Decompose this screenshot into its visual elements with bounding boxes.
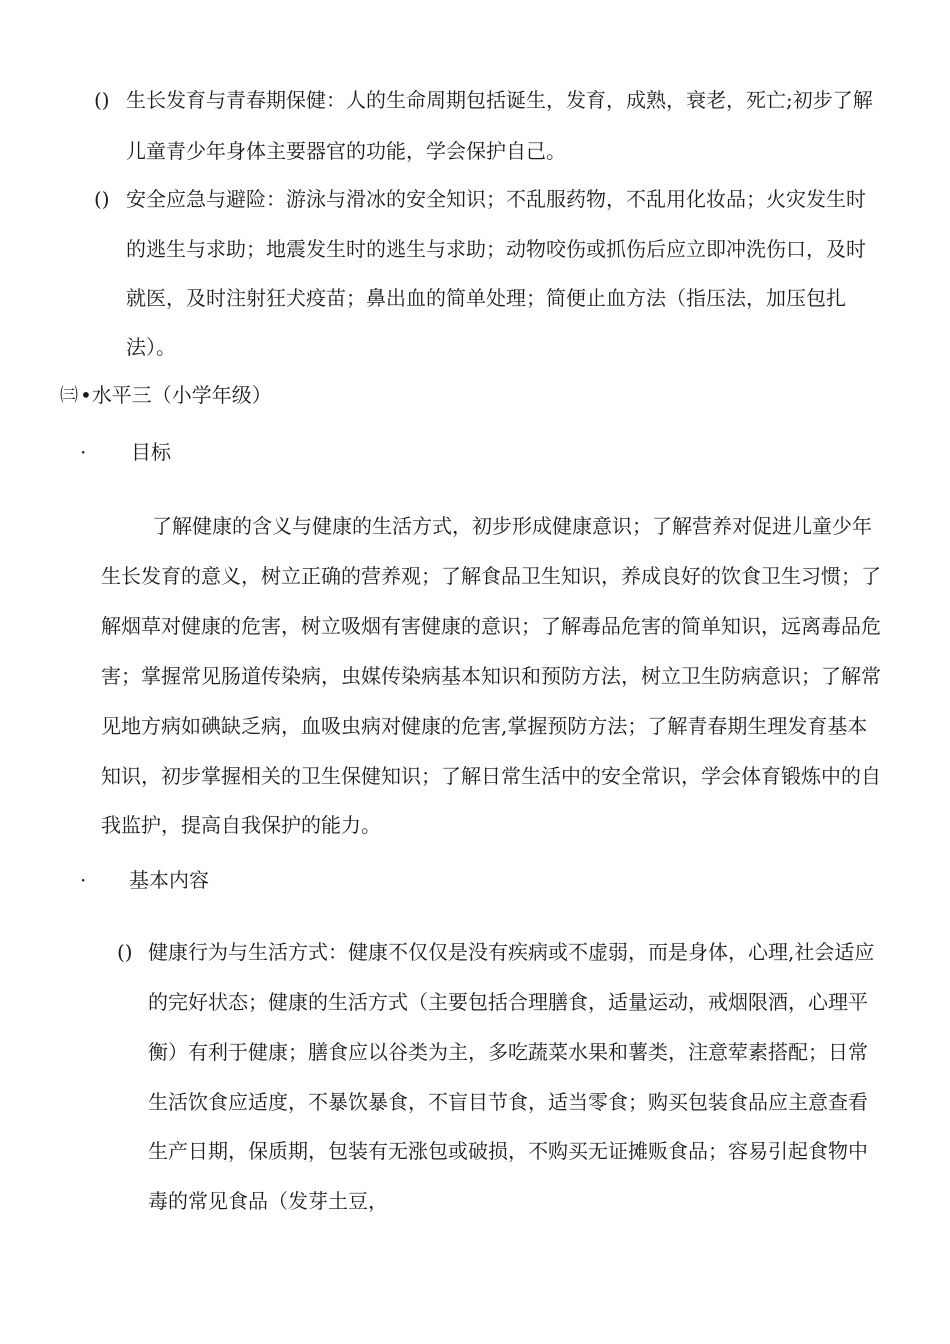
- item-text-line: 法）。: [126, 335, 176, 359]
- item-marker: (): [94, 88, 110, 112]
- item-text-line: 的逃生与求助；地震发生时的逃生与求助；动物咬伤或抓伤后应立即冲洗伤口，及时: [126, 237, 866, 261]
- item-text-line: 的完好状态；健康的生活方式（主要包括合理膳食，适量运动，戒烟限酒，心理平: [148, 990, 868, 1014]
- subsection-heading: 目标: [131, 440, 171, 464]
- item-marker: (): [117, 940, 133, 964]
- item-text-line: 毒的常见食品（发芽土豆，: [148, 1189, 388, 1213]
- item-marker: (): [94, 187, 110, 211]
- paragraph-line: 害；掌握常见肠道传染病，虫媒传染病基本知识和预防方法，树立卫生防病意识；了解常: [101, 664, 881, 688]
- section-number: ㈢: [60, 385, 78, 406]
- item-text-line: 健康行为与生活方式：健康不仅仅是没有疾病或不虚弱，而是身体，心理,社会适应: [148, 940, 875, 964]
- item-text-line: 生长发育与青春期保健：人的生命周期包括诞生，发育，成熟，衰老，死亡;初步了解: [126, 88, 873, 112]
- section-title: •水平三（小学年级）: [80, 383, 272, 407]
- subsection-heading: 基本内容: [129, 868, 209, 892]
- paragraph-line: 我监护，提高自我保护的能力。: [101, 813, 381, 837]
- paragraph-line: 见地方病如碘缺乏病，血吸虫病对健康的危害,掌握预防方法；了解青春期生理发育基本: [101, 714, 868, 738]
- item-text-line: 生产日期，保质期，包装有无涨包或破损，不购买无证摊贩食品；容易引起食物中: [148, 1139, 868, 1163]
- paragraph-line: 了解健康的含义与健康的生活方式，初步形成健康意识；了解营养对促进儿童少年: [152, 514, 872, 538]
- item-text-line: 生活饮食应适度，不暴饮暴食，不盲目节食，适当零食；购买包装食品应主意查看: [148, 1090, 868, 1114]
- paragraph-line: 知识，初步掌握相关的卫生保健知识；了解日常生活中的安全常识，学会体育锻炼中的自: [101, 764, 881, 788]
- item-text-line: 安全应急与避险：游泳与滑冰的安全知识；不乱服药物，不乱用化妆品；火灾发生时: [126, 187, 866, 211]
- bullet: ·: [80, 440, 87, 464]
- paragraph-line: 解烟草对健康的危害，树立吸烟有害健康的意识；了解毒品危害的简单知识，远离毒品危: [101, 614, 881, 638]
- item-text-line: 儿童青少年身体主要器官的功能，学会保护自己。: [126, 139, 566, 163]
- item-text-line: 衡）有利于健康；膳食应以谷类为主，多吃蔬菜水果和薯类，注意荤素搭配；日常: [148, 1040, 868, 1064]
- bullet: ·: [80, 868, 87, 892]
- item-text-line: 就医，及时注射狂犬疫苗；鼻出血的简单处理；简便止血方法（指压法，加压包扎: [126, 286, 846, 310]
- paragraph-line: 生长发育的意义，树立正确的营养观；了解食品卫生知识，养成良好的饮食卫生习惯；了: [101, 564, 881, 588]
